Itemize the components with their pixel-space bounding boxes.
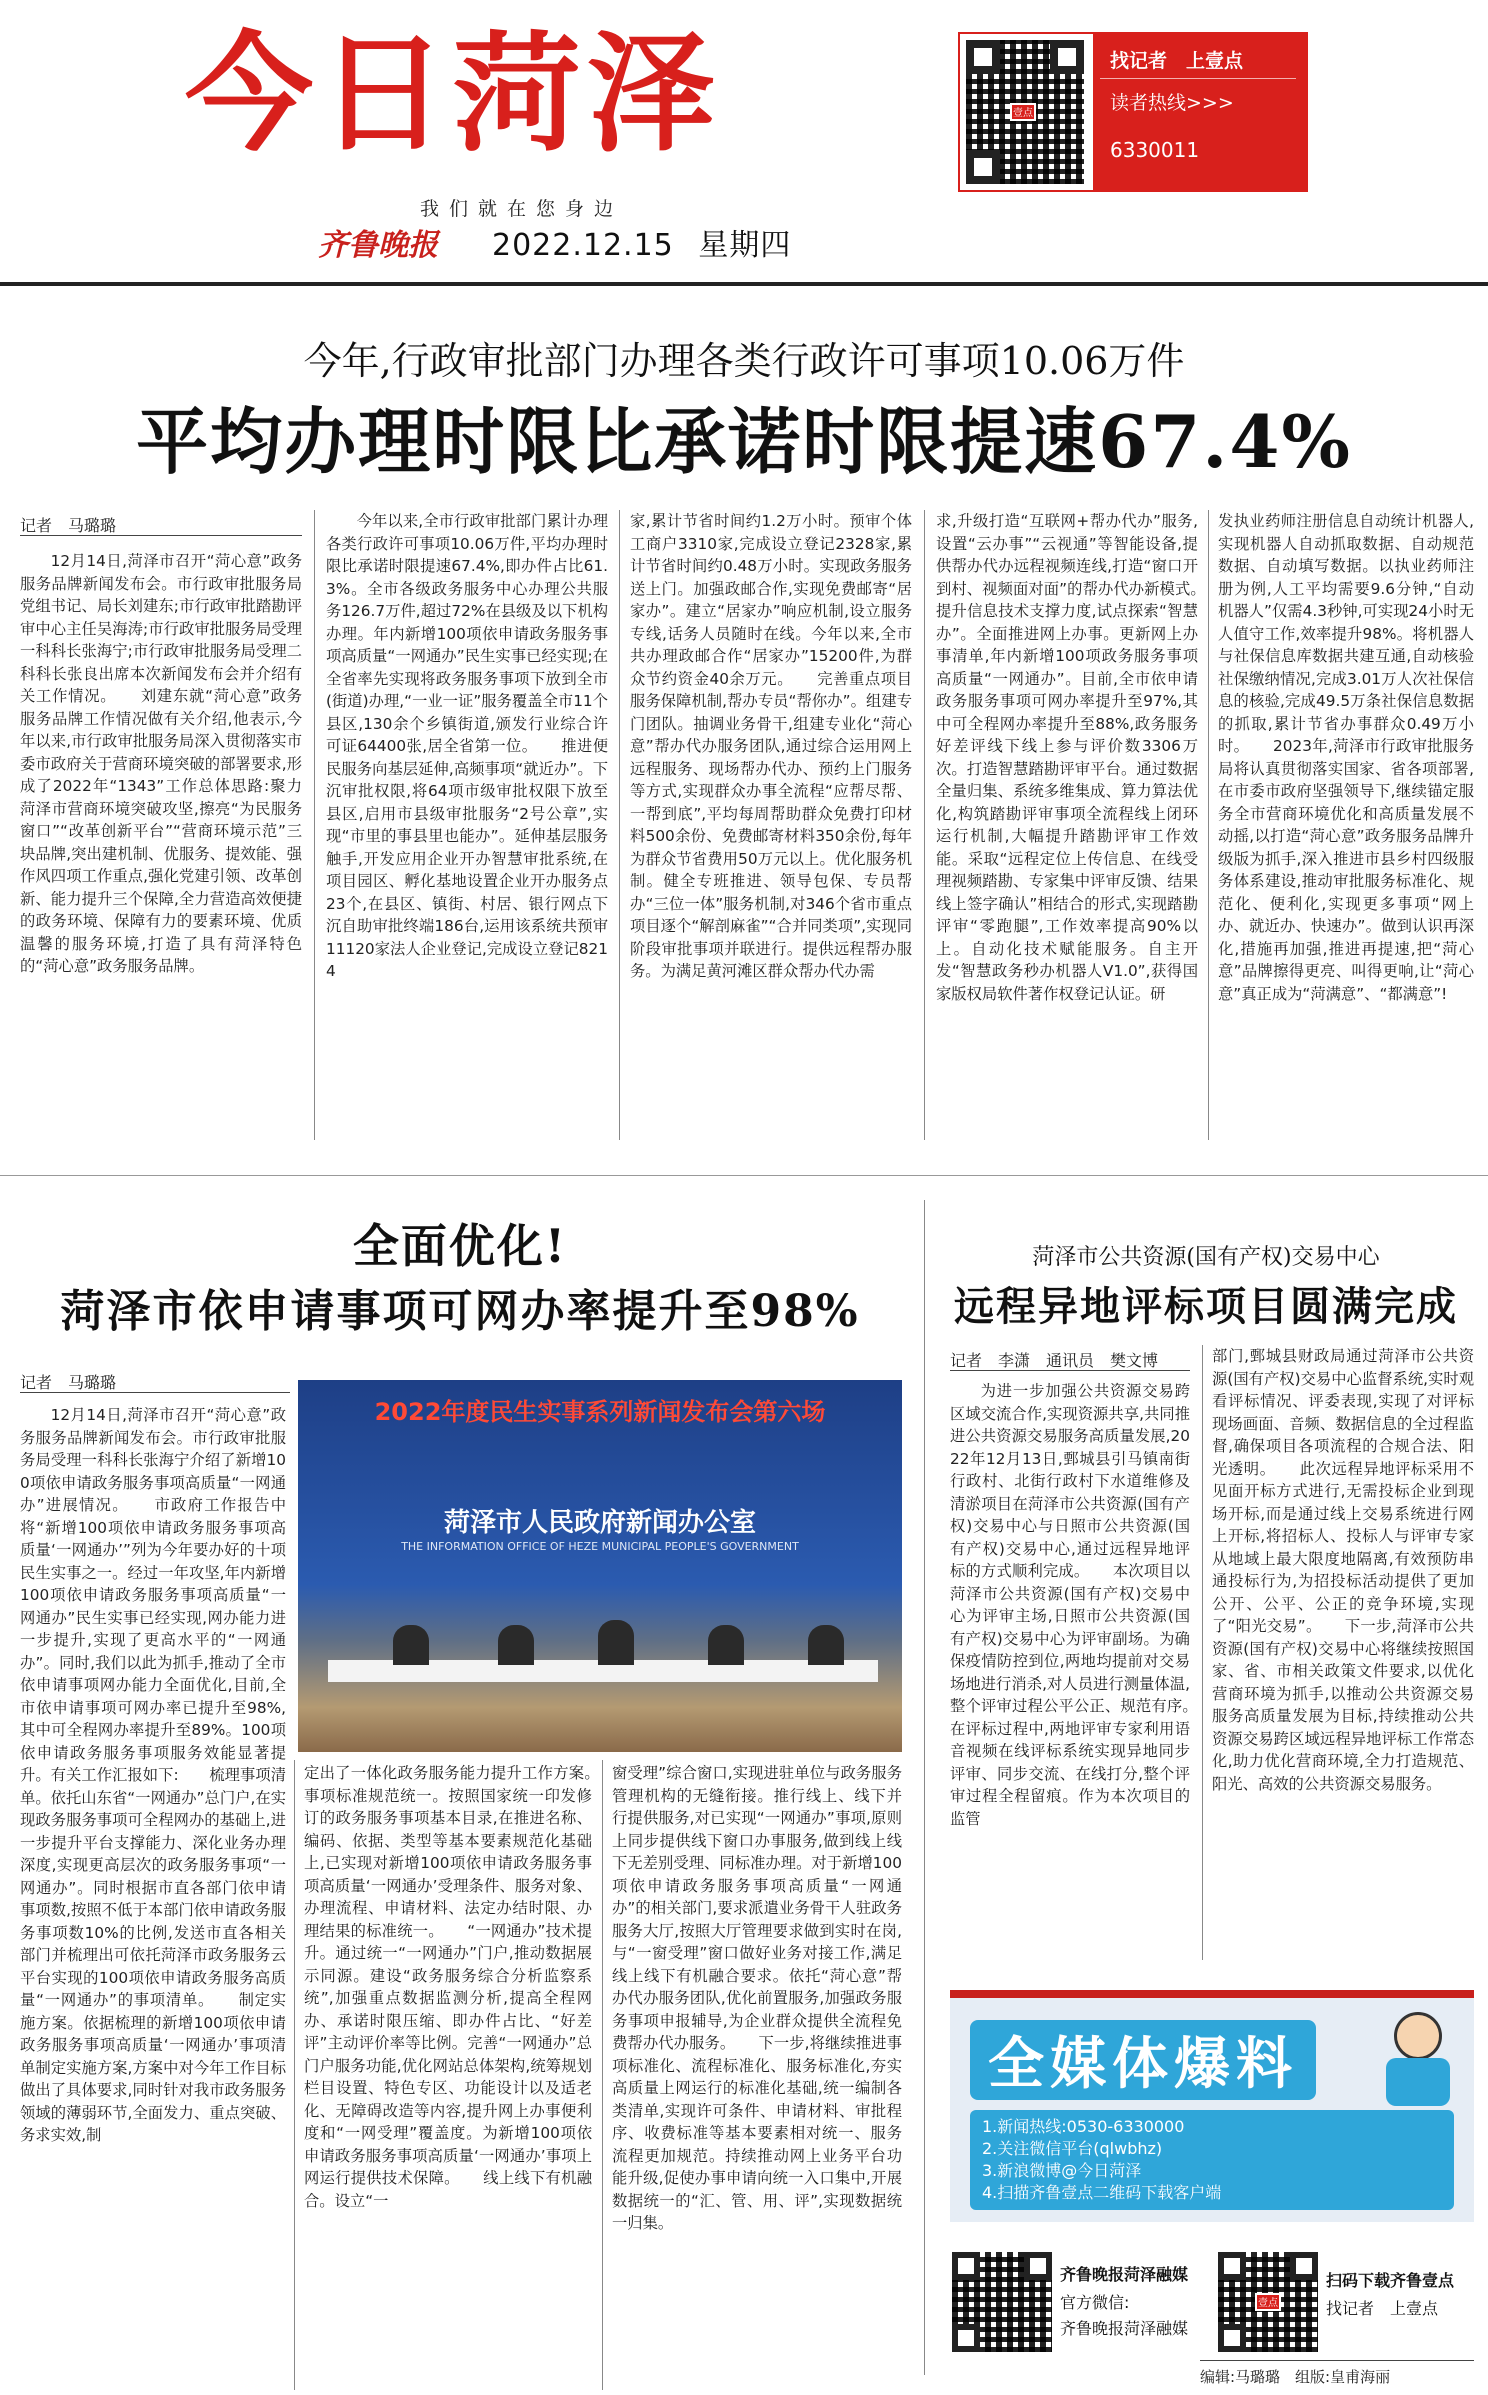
column-divider [602,1760,603,2390]
column-divider [314,510,315,1140]
banner-lines-panel [970,2110,1454,2210]
hotline-label: 读者热线>>> [1110,92,1234,114]
issue-weekday: 星期四 [698,228,792,263]
press-conference-photo [298,1380,902,1752]
article1-column-3: 家,累计节省时间约1.2万小时。预审个体工商户3310家,完成设立登记2328家,累计节省时间约0.48万小时。实现政务服务送上门。加强政邮合作,实现免费邮寄“居家办”。建立“居家办”响应机制,设立服务专线,话务人员随时在线。今年以来,全市共办理政邮合作“居家办”15200件,为群众节约资金40余万元。 完善重点项目服务保障机制,帮办专员“帮你办”。组建专门团队。抽调业务骨干,组建专业化“菏心意”帮办代办服务团队,通过综合运用网上远程服务、现场帮办代办、预约上门服务等方式,实现群众办事全流程“应帮尽帮、一帮到底”,平均每周帮助群众免费打印材料500余份、免费邮寄材料350余份,每年为群众节省费用50万元以上。优化服务机制。健全专班推进、领导包保、专员帮办“三位一体”服务机制,对346个省市重点项目逐个“解剖麻雀”“合并同类项”,实现同阶段审批事项并联进行。提供远程帮办服务。为满足黄河滩区群众帮办代办需 [630,512,912,980]
qr-logo-icon: 壹点 [1010,103,1036,121]
article2-column-1: 12月14日,菏泽市召开“菏心意”政务服务品牌新闻发布会。市行政审批服务局受理一科科长张海宁介绍了新增100项依申请政务服务事项高质量“一网通办”进展情况。 市政府工作报告中将“新增100项依申请政务服务事项高质量‘一网通办’”列为今年要办好的十项民生实事之一。经过一年攻坚,年内新增100项依申请政务服务事项高质量“一网通办”民生实事已经实现,网办能力进一步提升,实现了更高水平的“一网通办”。同时,我们以此为抓手,推动了全市依申请事项网办能力全面优化,目前,全市依申请事项可网办率已提升至98%,其中可全程网办率提升至89%。100项依申请政务服务事项服务效能显著提升。有关工作汇报如下: 梳理事项清单。依托山东省“一网通办”总门户,在实现政务服务事项可全程网办的基础上,进一步提升平台支撑能力、深化业务办理深度,实现更高层次的政务服务事项“一网通办”。同时根据市直各部门依申请事项数,按照不低于本部门依申请政务服务事项数10%的比例,发送市直各相关部门并梳理出可依托菏泽市政务服务云平台实现的100项依申请政务服务高质量“一网通办”的事项清单。 制定实施方案。依据梳理的新增100项依申请政务服务事项高质量‘一网通办’事项清单制定实施方案,方案中对今年工作目标做出了具体要求,同时针对我市政务服务领域的薄弱环节,全面发力、重点突破、务求实效,制 [20,1406,286,2144]
speaker-figure [808,1625,844,1665]
speaker-figure [598,1620,634,1665]
wechat-qr-code-icon [952,2252,1052,2352]
column-divider [619,510,620,1140]
article1-byline: 记者 马璐璐 [20,516,117,535]
article1-column-4: 求,升级打造“互联网+帮办代办”服务,设置“云办事”“云视通”等智能设备,提供帮办代办远程视频连线,打造“窗口开到村、视频面对面”的帮办代办新模式。 提升信息技术支撑力度,试点探索“智慧办”。全面推进网上办事。更新网上办事清单,年内新增100项政务服务事项高质量“一网通办”。目前,全市依申请政务服务事项可网办率提升至97%,其中可全程网办率提升至88%,政务服务好差评线下线上参与评价数3306万次。打造智慧踏勘评审平台。通过数据全量归集、系统多维集成、算力算法优化,构筑踏勘评审事项全流程线上闭环运行机制,大幅提升踏勘评审工作效能。采取“远程定位上传信息、在线受理视频踏勘、专家集中评审反馈、结果线上签字确认”相结合的形式,实现踏勘评审“零跑腿”,工作效率提高90%以上。自动化技术赋能服务。自主开发“智慧政务秒办机器人V1.0”,获得国家版权局软件著作权登记认证。研 [936,512,1198,1003]
banner-title: 全媒体爆料 [970,2020,1316,2100]
masthead-slogan: 我们就在您身边 [420,198,624,220]
masthead-qr-code-icon [966,40,1084,184]
speaker-figure [708,1625,744,1665]
footer-download-title: 扫码下载齐鲁壹点 [1326,2271,1455,2290]
speaker-figure [498,1625,534,1665]
footer-media-title: 齐鲁晚报菏泽融媒 [1060,2265,1189,2284]
article3-column-1: 为进一步加强公共资源交易跨区域交流合作,实现资源共享,共同推进公共资源交易服务高质量发展,2022年12月13日,鄄城县引马镇南街行政村、北街行政村下水道维修及清淤项目在菏泽市公共资源(国有产权)交易中心与日照市公共资源(国有产权)交易中心,通过远程异地评标的方式顺利完成。 本次项目以菏泽市公共资源(国有产权)交易中心为评审主场,日照市公共资源(国有产权)交易中心为评审副场。为确保疫情防控到位,两地均提前对交易场地进行消杀,对人员进行测量体温,整个评审过程公平公正、规范有序。 在评标过程中,两地评审专家利用语音视频在线评标系统实现异地同步评审、同步交流、在线打分,整个评审过程全程留痕。作为本次项目的监管 [950,1382,1190,1828]
article2-headline: 菏泽市依申请事项可网办率提升至98% [60,1286,860,1337]
photo-office-en: THE INFORMATION OFFICE OF HEZE MUNICIPAL PEOPLE'S GOVERNMENT [401,1540,799,1553]
article3-byline-rule [950,1370,1190,1371]
article1-headline: 平均办理时限比承诺时限提速67.4% [136,399,1352,484]
article1-column-5: 发执业药师注册信息自动统计机器人,实现机器人自动抓取数据、自动规范数据、自动填写数据。以执业药师注册为例,人工平均需要9.6分钟,“自动机器人”仅需4.3秒钟,可实现24小时无人值守工作,效率提升98%。将机器人与社保信息库数据共建互通,自动核验社保缴纳情况,完成3.01万人次社保信息的核验,完成49.5万条社保信息数据的抓取,累计节省办事群众0.49万小时。 2023年,菏泽市行政审批服务局将认真贯彻落实国家、省各项部署,在市委市政府坚强领导下,继续锚定服务全市营商环境优化和高质量发展不动摇,以打造“菏心意”政务服务品牌升级版为抓手,深入推进市县乡村四级服务体系建设,推动审批服务标准化、规范化、便利化,实现更多事项“网上办、就近办、快速办”。做到认识再深化,措施再加强,推进再提速,把“菏心意”品牌擦得更亮、叫得更响,让“菏心意”真正成为“菏满意”、“都满意”! [1218,512,1474,1003]
footer-download-sub: 找记者 上壹点 [1326,2299,1439,2318]
article2-column-3: 窗受理”综合窗口,实现进驻单位与政务服务管理机构的无缝衔接。推行线上、线下并行提供服务,对已实现“一网通办”事项,原则上同步提供线下窗口办事服务,做到线上线下无差别受理、同标准办理。对于新增100项依申请政务服务事项高质量“一网通办”的相关部门,要求派遣业务骨干人驻政务服务大厅,按照大厅管理要求做到实时在岗,与“一窗受理”窗口做好业务对接工作,满足线上线下有机融合要求。依托“菏心意”帮办代办服务团队,优化前置服务,加强政务服务事项申报辅导,为企业群众提供全流程免费帮办代办服务。 下一步,将继续推进事项标准化、流程标准化、服务标准化,夯实高质量上网运行的标准化基础,统一编制各类清单,实现许可条件、申请材料、审批程序、收费标准等基本要素相对统一、服务流程更加规范。持续推动网上业务平台功能升级,促使办事申请向统一入口集中,开展数据统一的“汇、管、用、评”,实现数据统一归集。 [612,1764,902,2232]
section-divider-vertical [924,1200,925,2375]
section-divider [0,1175,1488,1176]
article2-byline-rule [20,1392,290,1393]
article1-byline-rule [20,535,302,536]
cartoon-character-icon [1380,2012,1456,2108]
hotline-number: 6330011 [1110,138,1200,162]
article3-kicker: 菏泽市公共资源(国有产权)交易中心 [1032,1245,1380,1270]
article2-byline: 记者 马璐璐 [20,1373,117,1392]
banner-line: 2.关注微信平台(qlwbhz) [982,2139,1163,2158]
newspaper-brand: 齐鲁晚报 [318,228,438,263]
article2-column-2: 定出了一体化政务服务能力提升工作方案。 事项标准规范统一。按照国家统一印发修订的政务服务事项基本目录,在推进名称、编码、依据、类型等基本要素规范化基础上,已实现对新增100项依申请政务服务事项高质量‘一网通办’受理条件、服务对象、办理流程、申请材料、法定办结时限、办理结果的标准统一。 “一网通办”技术提升。通过统一“一网通办”门户,推动数据展示同源。建设“政务服务综合分析监察系统”,加强重点数据监测分析,提高全程网办、承诺时限压缩、即办件占比、“好差评”主动评价率等比例。完善“一网通办”总门户服务功能,优化网站总体架构,统筹规划栏目设置、特色专区、功能设计以及适老化、无障碍改造等内容,提升网上办事便利度和“一网受理”覆盖度。为新增100项依申请政务服务事项高质量‘一网通办’事项上网运行提供技术保障。 线上线下有机融合。设立“一 [304,1764,592,2210]
app-download-qr-code-icon [1218,2252,1318,2352]
column-divider [924,510,925,1140]
article3-byline: 记者 李潇 通讯员 樊文博 [950,1351,1159,1370]
column-divider [1202,1345,1203,1960]
issue-date-line [492,220,791,264]
banner-line: 3.新浪微博@今日菏泽 [982,2161,1142,2180]
banner-accent [950,1990,1474,1998]
masthead-rule [0,282,1488,286]
masthead-title: 今日菏泽 [185,20,722,169]
banner-line: 1.新闻热线:0530-6330000 [982,2117,1185,2136]
issue-date: 2022.12.15 [492,228,674,263]
article3-column-2: 部门,鄄城县财政局通过菏泽市公共资源(国有产权)交易中心监督系统,实时观看评标情况、评委表现,实现了对评标现场画面、音频、数据信息的全过程监督,确保项目各项流程的合规合法、阳光透明。 此次远程异地评标采用不见面开标方式进行,无需投标企业到现场开标,而是通过线上交易系统进行网上开标,将招标人、投标人与评审专家从地域上最大限度地隔离,有效预防串通投标行为,为招投标活动提供了更加公开、公平、公正的竞争环境,实现了“阳光交易”。 下一步,菏泽市公共资源(国有产权)交易中心将继续按照国家、省、市相关政策文件要求,以优化营商环境为抓手,以推动公共资源交易服务高质量发展为目标,持续推动公共资源交易跨区域远程异地评标工作常态化,助力优化营商环境,全力打造规范、阳光、高效的公共资源交易服务。 [1212,1347,1474,1793]
photo-banner: 2022年度民生实事系列新闻发布会第六场 [374,1398,826,1426]
article1-column-1: 12月14日,菏泽市召开“菏心意”政务服务品牌新闻发布会。市行政审批服务局党组书记、局长刘建东;市行政审批踏勘评审中心主任吴海涛;市行政审批服务局受理一科科长张海宁;市行政审批服务局受理二科科长张良出席本次新闻发布会并介绍有关工作情况。 刘建东就“菏心意”政务服务品牌工作情况做有关介绍,他表示,今年以来,市行政审批服务局深入贯彻落实市委市政府关于营商环境突破的部署要求,形成了2022年“1343”工作总体思路:聚力菏泽市营商环境突破攻坚,擦亮“为民服务窗口”“改革创新平台”“营商环境示范”三块品牌,突出建机制、优服务、提效能、强作风四项工作重点,强化党建引领、改革创新、能力提升三个保障,全力营造高效便捷的政务环境、保障有力的要素环境、优质温馨的服务环境,打造了具有菏泽特色的“菏心意”政务服务品牌。 [20,552,302,975]
column-divider [1208,510,1209,1140]
footer-media-account: 齐鲁晚报菏泽融媒 [1060,2319,1189,2338]
article2-kicker: 全面优化! [352,1219,568,1273]
qr-logo-icon: 壹点 [1255,2293,1281,2311]
banner-line: 4.扫描齐鲁壹点二维码下载客户端 [982,2183,1222,2202]
media-tipoff-banner [950,1990,1474,2222]
footer-media-sub: 官方微信: [1060,2293,1130,2312]
article1-column-2: 今年以来,全市行政审批部门累计办理各类行政许可事项10.06万件,平均办理时限比承诺时限提速67.4%,即办件占比61.3%。全市各级政务服务中心办理公共服务126.7万件,超过72%在县级及以下机构办理。年内新增100项依申请政务服务事项高质量“一网通办”民生实事已经实现;在全省率先实现将政务服务事项下放到全市(街道)办理,“一业一证”服务覆盖全市11个县区,130余个乡镇街道,颁发行业综合许可证64400张,居全省第一位。 推进便民服务向基层延伸,高频事项“就近办”。下沉审批权限,将64项市级审批权限下放至县区,启用市县级审批服务“2号公章”,实现“市里的事县里也能办”。延伸基层服务触手,开发应用企业开办智慧审批系统,在项目园区、孵化基地设置企业开办服务点23个,在县区、镇街、村居、银行网点下沉自助审批终端186台,运用该系统共预审11120家法人企业登记,完成设立登记8214 [326,512,608,980]
hotline-divider [1100,78,1296,79]
article3-headline: 远程异地评标项目圆满完成 [954,1283,1458,1330]
footer-editor: 编辑:马璐璐 组版:皇甫海丽 [1200,2368,1391,2386]
article1-kicker: 今年,行政审批部门办理各类行政许可事项10.06万件 [303,339,1185,383]
column-divider [294,1760,295,2390]
speaker-figure [393,1625,429,1665]
footer-editor-rule [1200,2360,1474,2361]
photo-office-title: 菏泽市人民政府新闻办公室 [443,1508,756,1538]
reporter-label: 找记者 上壹点 [1110,50,1244,72]
